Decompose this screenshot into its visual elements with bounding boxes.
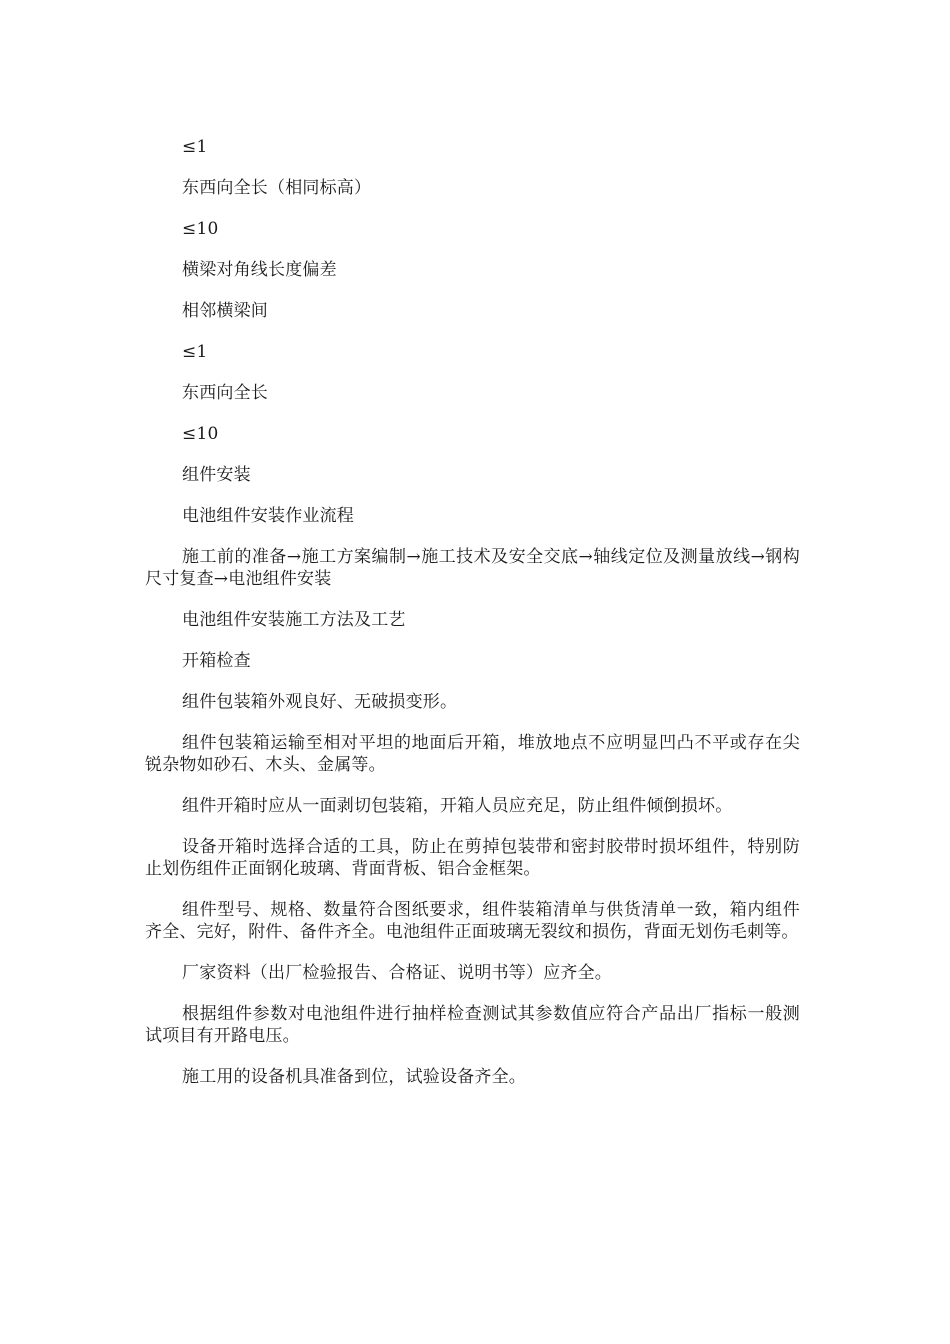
body-paragraph: 组件开箱时应从一面剥切包装箱，开箱人员应充足，防止组件倾倒损坏。 [182, 796, 733, 816]
section-heading: 电池组件安装施工方法及工艺 [182, 610, 406, 630]
spec-item: 东西向全长（相同标高） [182, 178, 372, 198]
body-paragraph: 设备开箱时选择合适的工具，防止在剪掉包装带和密封胶带时损坏组件，特别防止划伤组件正面钢化玻璃、背面背板、铝合金框架。 [145, 837, 800, 879]
section-heading: 组件安装 [182, 465, 251, 485]
body-paragraph: 组件型号、规格、数量符合图纸要求，组件装箱清单与供货清单一致，箱内组件齐全、完好，附件、备件齐全。电池组件正面玻璃无裂纹和损伤，背面无划伤毛刺等。 [145, 900, 800, 942]
spec-item: 横梁对角线长度偏差 [182, 260, 337, 280]
spec-item: 东西向全长 [182, 383, 268, 403]
section-heading: 开箱检查 [182, 651, 251, 671]
body-paragraph: 施工用的设备机具准备到位，试验设备齐全。 [182, 1067, 526, 1087]
document-body [145, 136, 800, 1107]
body-paragraph: 组件包装箱外观良好、无破损变形。 [182, 692, 458, 712]
section-heading: 电池组件安装作业流程 [182, 506, 354, 526]
spec-value: ≤1 [182, 342, 208, 362]
body-paragraph: 组件包装箱运输至相对平坦的地面后开箱，堆放地点不应明显凹凸不平或存在尖锐杂物如砂石、木头、金属等。 [145, 733, 800, 775]
spec-value: ≤10 [182, 219, 219, 239]
body-paragraph: 厂家资料（出厂检验报告、合格证、说明书等）应齐全。 [182, 963, 612, 983]
body-paragraph: 根据组件参数对电池组件进行抽样检查测试其参数值应符合产品出厂指标一般测试项目有开路电压。 [145, 1004, 800, 1046]
process-flow: 施工前的准备→施工方案编制→施工技术及安全交底→轴线定位及测量放线→钢构尺寸复查→电池组件安装 [145, 547, 800, 589]
spec-value: ≤1 [182, 137, 208, 157]
spec-item: 相邻横梁间 [182, 301, 268, 321]
spec-value: ≤10 [182, 424, 219, 444]
